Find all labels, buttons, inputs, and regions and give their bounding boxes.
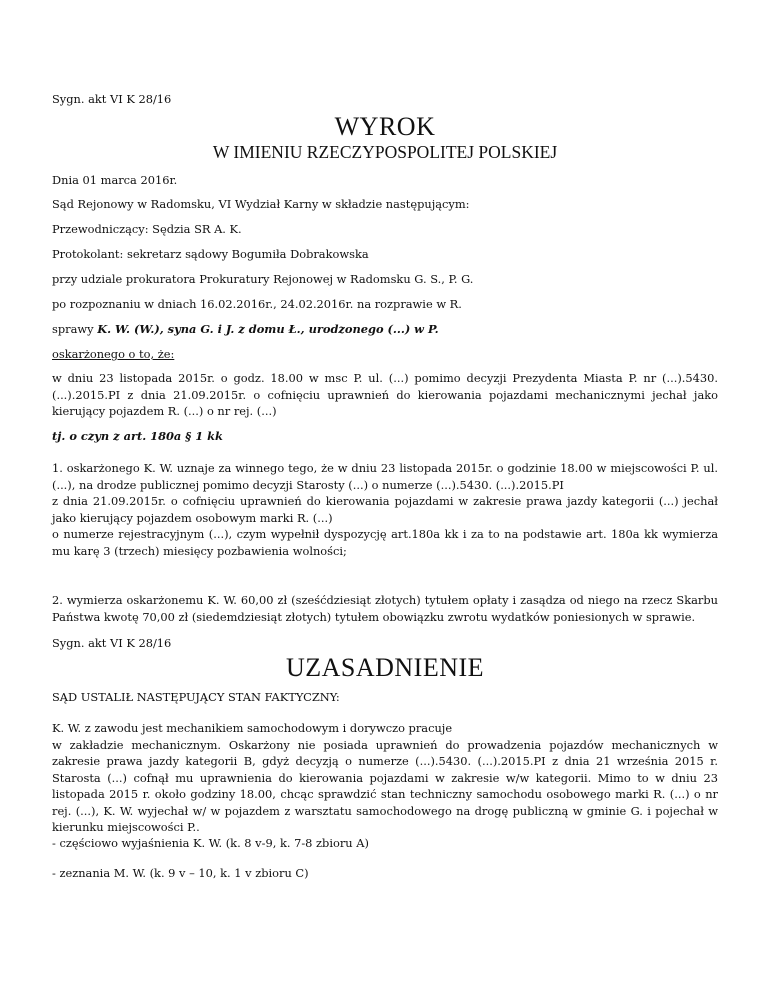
justification-title: UZASADNIENIE <box>285 653 485 682</box>
accused-party: K. W. (W.), syna G. i J. z domu Ł., urodzonego (...) w P. <box>97 322 439 336</box>
findings-heading: SĄD USTALIŁ NASTĘPUJĄCY STAN FAKTYCZNY: <box>52 690 340 704</box>
findings-paragraph <box>52 720 718 836</box>
verdict-point-1-line-3: o numerze rejestracyjnym (...), czym wypełnił dyspozycję art.180a kk i za to na podstawie art. 180a kk wymierza mu karę 3 (trzech) miesięcy pozbawienia wolności; <box>52 527 718 558</box>
prosecutor-line: przy udziale prokuratora Prokuratury Rejonowej w Radomsku G. S., P. G. <box>52 272 474 286</box>
charge-description: w dniu 23 listopada 2015r. o godz. 18.00 w msc P. ul. (...) pomimo decyzji Prezydenta Miasta P. nr (...).5430. (...).2015.PI z dnia 21.09.2015r. o cofnięciu uprawnień do kierowania pojazdami mechanicznymi jechał jako kierujący pojazdem R. (...) o nr rej. (...) <box>52 371 718 418</box>
accused-label <box>52 346 718 363</box>
evidence-item-2: - zeznania M. W. (k. 9 v – 10, k. 1 v zbioru C) <box>52 866 309 880</box>
court-clerk: Protokolant: sekretarz sądowy Bogumiła Dobrakowska <box>52 247 369 261</box>
verdict-date: Dnia 01 marca 2016r. <box>52 173 178 187</box>
charge-article: tj. o czyn z art. 180a § 1 kk <box>52 429 223 443</box>
court-composition: Sąd Rejonowy w Radomsku, VI Wydział Karny w składzie następującym: <box>52 197 470 211</box>
findings-body: w zakładzie mechanicznym. Oskarżony nie posiada uprawnień do prowadzenia pojazdów mechanicznych w zakresie prawa jazdy kategorii B, gdyż decyzją o numerze (...).5430. (...).2015.PI z dnia 21 września 2015 r. Starosta (...) cofnął mu uprawnienia do kierowania pojazdami w zakresie w/w kategorii. Mimo to w dniu 23 listopada 2015 r. około godziny 18.00, chcąc sprawdzić stan techniczny samochodu osobowego marki R. (...) o nr rej. (...), K. W. wyjechał w/ w pojazdem z warsztatu samochodowego na drogę publiczną w gminie G. i pojechał w kierunku miejscowości P.. <box>52 737 718 834</box>
verdict-point-2: 2. wymierza oskarżonemu K. W. 60,00 zł (sześćdziesiąt złotych) tytułem opłaty i zasądza od niego na rzecz Skarbu Państwa kwotę 70,00 zł (siedemdziesiąt złotych) tytułem obowiązku zwrotu wydatków poniesionych w sprawie. <box>52 593 718 624</box>
case-signature: Sygn. akt VI K 28/16 <box>52 92 172 106</box>
justification-signature: Sygn. akt VI K 28/16 <box>52 636 172 650</box>
verdict-point-1 <box>52 460 718 559</box>
evidence-item-1: - częściowo wyjaśnienia K. W. (k. 8 v-9, k. 7-8 zbioru A) <box>52 836 369 850</box>
verdict-point-1-line-1: 1. oskarżonego K. W. uznaje za winnego tego, że w dniu 23 listopada 2015r. o godzinie 18.00 w miejscowości P. ul. (...), na drodze publicznej pomimo decyzji Starosty (...) o numerze (...).5430. (...).2015.PI <box>52 461 718 492</box>
findings-line-1: K. W. z zawodu jest mechanikiem samochodowym i dorywczo pracuje <box>52 721 453 735</box>
accused-label-text: oskarżonego o to, że: <box>52 347 175 361</box>
hearing-dates: po rozpoznaniu w dniach 16.02.2016r., 24.02.2016r. na rozprawie w R. <box>52 297 462 311</box>
presiding-judge: Przewodniczący: Sędzia SR A. K. <box>52 222 242 236</box>
case-line <box>52 321 718 338</box>
case-prefix: sprawy <box>52 322 98 336</box>
verdict-point-1-line-2: z dnia 21.09.2015r. o cofnięciu uprawnień do kierowania pojazdami w zakresie prawa jazdy kategorii (...) jechał jako kierujący pojazdem osobowym marki R. (...) <box>52 494 718 525</box>
verdict-subtitle: W IMIENIU RZECZYPOSPOLITEJ POLSKIEJ <box>212 142 558 162</box>
verdict-title: WYROK <box>334 112 436 141</box>
